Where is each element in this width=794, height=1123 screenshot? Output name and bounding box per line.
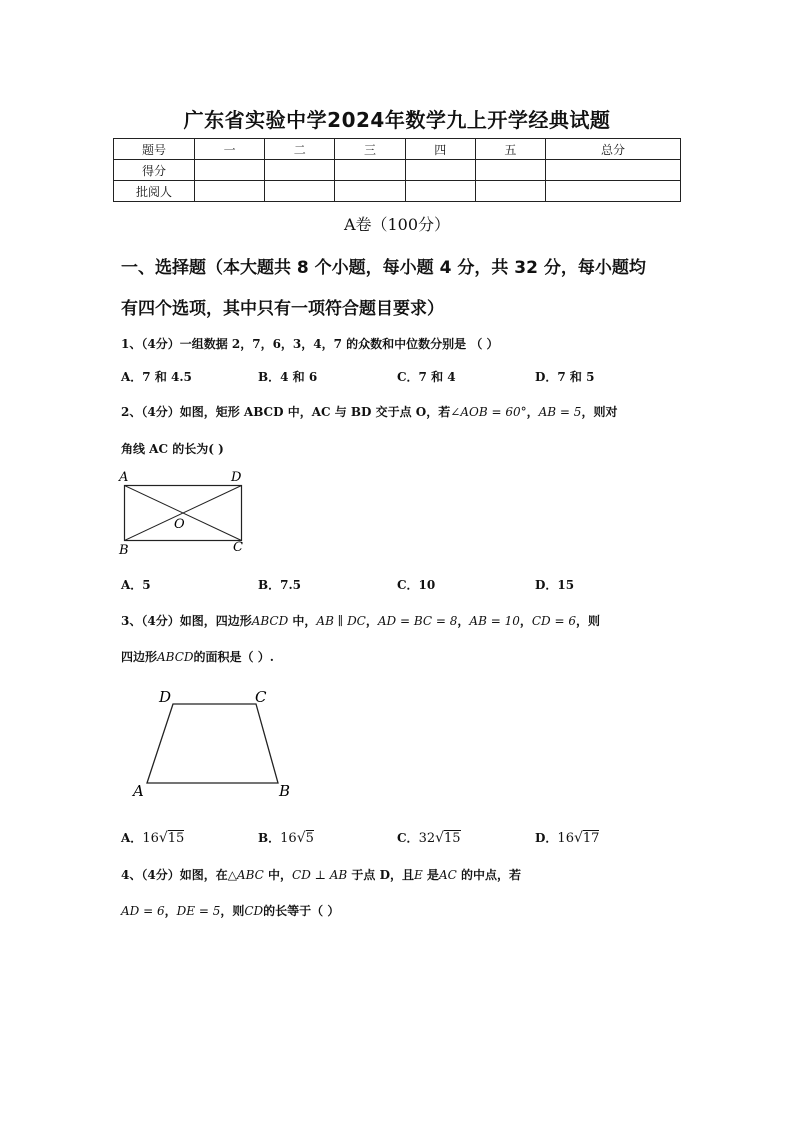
q4-math-ac: AC: [438, 868, 457, 882]
q2-math-angle: ∠AOB = 60°: [450, 405, 527, 419]
q4-mid2: 于点 D，且: [347, 868, 414, 882]
table-cell: [405, 160, 475, 181]
q3-math-abcd: ABCD: [251, 614, 289, 628]
q4-math-triangle: △ABC: [227, 868, 264, 882]
question-1-text: 1、（4分）一组数据 2，7，6，3，4，7 的众数和中位数分别是 （ ）: [121, 337, 499, 351]
question-3-text: [121, 612, 600, 629]
option-radicand: 17: [582, 831, 600, 846]
q2-option-c: C．10: [397, 578, 436, 592]
label-a: A: [119, 470, 129, 485]
q4-mid1: 中，: [263, 868, 293, 882]
q2-option-b: B．7.5: [258, 578, 302, 592]
q3-prefix: 3、（4分）如图，四边形: [121, 614, 252, 628]
q4-line2-suffix: 的长等于（ ）: [263, 904, 340, 918]
q3-option-c: [397, 829, 461, 846]
section-a-heading: A卷（100分）: [343, 215, 451, 234]
q3-line2-math: ABCD: [157, 650, 194, 664]
sqrt-icon: √: [158, 830, 168, 846]
q1-option-d: D．7 和 5: [535, 370, 595, 384]
option-letter: A．: [121, 831, 143, 845]
table-cell: [265, 181, 335, 202]
label-c: C: [255, 688, 267, 706]
option-radicand: 5: [305, 831, 314, 846]
q4-math-ad: AD = 6: [121, 904, 165, 918]
section-heading-line2: 有四个选项，其中只有一项符合题目要求）: [121, 299, 444, 319]
option-letter: B．: [258, 831, 281, 845]
q4-mid3: 是: [422, 868, 439, 882]
option-radicand: 15: [444, 831, 461, 846]
q3-mid1: ，: [365, 614, 378, 628]
question-3-line2: [121, 648, 274, 665]
table-cell: [335, 160, 405, 181]
page-title: 广东省实验中学2024年数学九上开学经典试题: [183, 108, 611, 132]
option-letter: C．: [397, 831, 419, 845]
q3-mid0: 中，: [288, 614, 317, 628]
q1-option-c: C．7 和 4: [397, 370, 456, 384]
table-row: [114, 160, 681, 181]
q3-math-cd: CD = 6: [531, 614, 576, 628]
option-letter: D．: [535, 831, 558, 845]
q2-math-ab: AB = 5: [538, 405, 582, 419]
trapezoid-abcd: [147, 704, 278, 783]
question-4-line2: [121, 902, 339, 919]
table-cell: 得分: [114, 160, 195, 181]
sqrt-icon: √: [435, 830, 445, 846]
q3-math-parallel: AB ∥ DC: [316, 614, 366, 628]
table-cell: [195, 160, 265, 181]
option-radicand: 15: [167, 831, 185, 846]
q2-option-a: A．5: [121, 578, 151, 592]
table-header-row: [114, 139, 681, 160]
q4-math-e: E: [413, 868, 423, 882]
rectangle-figure: [116, 468, 256, 558]
label-o: O: [174, 517, 185, 532]
q2-suffix: ，则对: [581, 405, 618, 419]
table-cell: 四: [405, 139, 475, 160]
option-coef: 16: [557, 831, 574, 846]
question-4-text: [121, 866, 521, 883]
table-cell: 三: [335, 139, 405, 160]
table-cell: 五: [475, 139, 545, 160]
label-d: D: [159, 688, 172, 706]
table-cell: 题号: [114, 139, 195, 160]
q4-math-cd: CD: [244, 904, 264, 918]
section-heading-line1: 一、选择题（本大题共 8 个小题，每小题 4 分，共 32 分，每小题均: [121, 258, 646, 278]
q3-math-ab: AB = 10: [469, 614, 520, 628]
score-table: [113, 138, 681, 202]
q4-math-de: DE = 5: [176, 904, 221, 918]
label-c: C: [233, 540, 243, 555]
q3-line2-prefix: 四边形: [121, 650, 158, 664]
table-cell: 总分: [546, 139, 681, 160]
q3-option-a: [121, 829, 184, 846]
table-row: [114, 181, 681, 202]
table-cell: [475, 181, 545, 202]
table-cell: [335, 181, 405, 202]
question-2-text: [121, 403, 617, 420]
q4-sep: ，: [164, 904, 177, 918]
label-b: B: [279, 782, 291, 800]
table-cell: [546, 160, 681, 181]
q2-option-d: D．15: [535, 578, 575, 592]
q4-line2-mid: ，则: [220, 904, 245, 918]
label-d: D: [231, 470, 242, 485]
q1-option-b: B．4 和 6: [258, 370, 318, 384]
sqrt-icon: √: [296, 830, 306, 846]
table-cell: [195, 181, 265, 202]
q4-suffix: 的中点，若: [456, 868, 521, 882]
label-b: B: [119, 543, 129, 558]
option-coef: 16: [142, 831, 159, 846]
trapezoid-figure: [128, 686, 298, 802]
q3-line2-suffix: 的面积是（ ）.: [193, 650, 274, 664]
q2-prefix: 2、（4分）如图，矩形 ABCD 中，AC 与 BD 交于点 O，若: [121, 405, 451, 419]
table-cell: [265, 160, 335, 181]
sqrt-icon: √: [573, 830, 583, 846]
q1-option-a: A．7 和 4.5: [121, 370, 192, 384]
option-coef: 32: [418, 831, 436, 846]
table-cell: [475, 160, 545, 181]
q3-suffix: ，则: [576, 614, 601, 628]
q3-mid2: ，: [457, 614, 470, 628]
table-cell: 二: [265, 139, 335, 160]
question-2-line2: 角线 AC 的长为( ): [121, 442, 224, 456]
table-cell: 批阅人: [114, 181, 195, 202]
option-coef: 16: [280, 831, 297, 846]
label-a: A: [133, 782, 144, 800]
q3-math-ad-bc: AD = BC = 8: [377, 614, 458, 628]
q3-mid3: ，: [519, 614, 532, 628]
q4-math-perp: CD ⊥ AB: [292, 868, 348, 882]
q4-prefix: 4、（4分）如图，在: [121, 868, 228, 882]
q2-sep: ，: [526, 405, 539, 419]
table-cell: [546, 181, 681, 202]
table-cell: 一: [195, 139, 265, 160]
q3-option-d: [535, 829, 599, 846]
q3-option-b: [258, 829, 314, 846]
table-cell: [405, 181, 475, 202]
